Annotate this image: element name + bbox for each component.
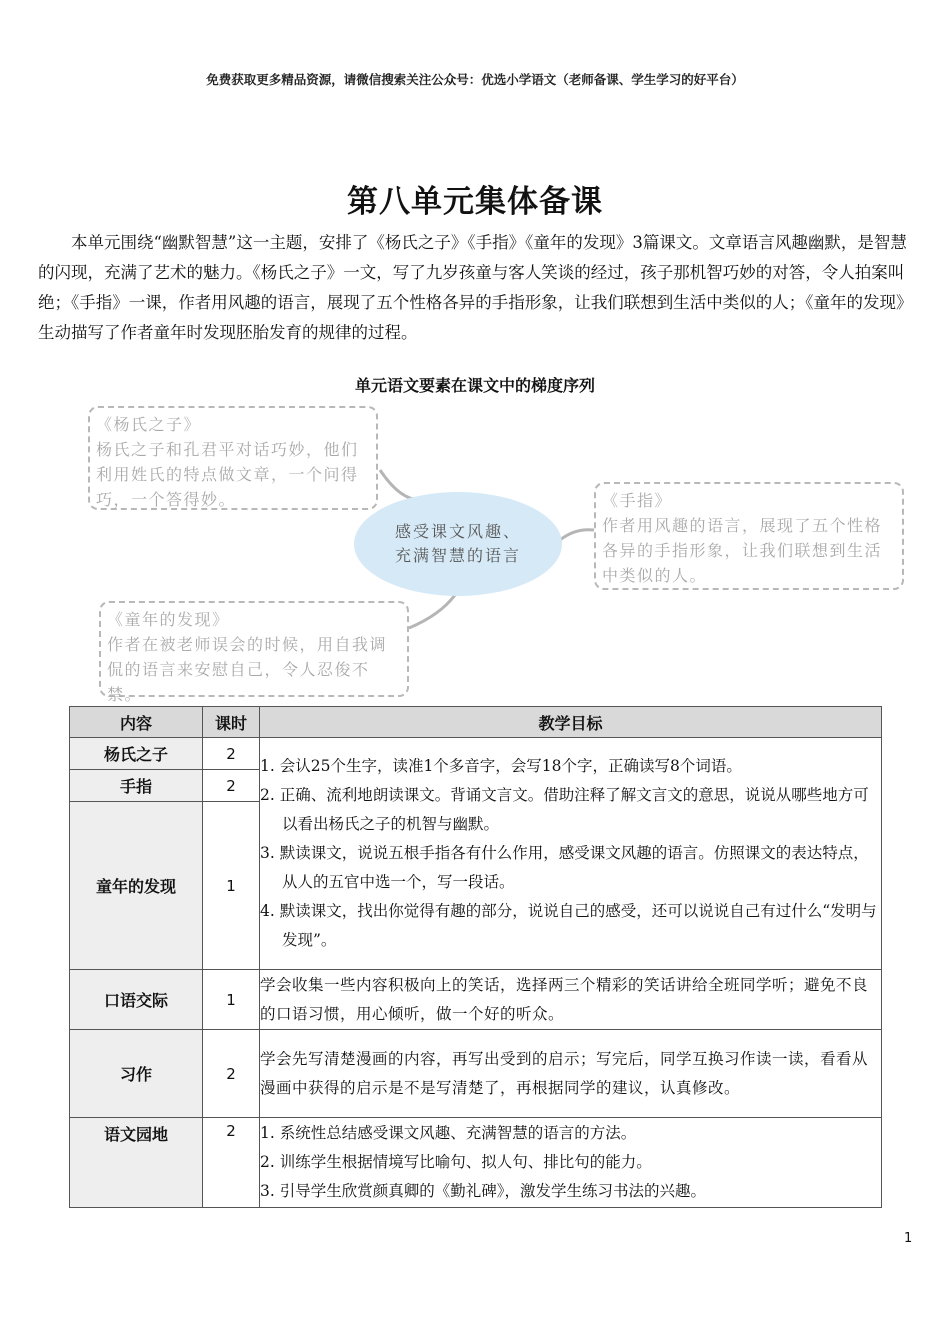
teaching-goals-table	[69, 706, 882, 1208]
lesson-hours: 2	[203, 1118, 260, 1208]
lesson-hours: 2	[203, 770, 260, 802]
box-title: 《杨氏之子》	[96, 415, 202, 434]
goal-item: 3. 默读课文，说说五根手指各有什么作用，感受课文风趣的语言。仿照课文的表达特点，从人的五官中选一个，写一段话。	[260, 844, 869, 891]
lesson-hours: 2	[203, 738, 260, 770]
box-text: 杨氏之子和孔君平对话巧妙，他们利用姓氏的特点做文章，一个问得巧，一个答得妙。	[96, 440, 359, 509]
garden-goals-cell	[260, 1118, 882, 1208]
center-line-1: 感受课文风趣、	[394, 522, 521, 541]
goal-item: 4. 默读课文，找出你觉得有趣的部分，说说自己的感受，还可以说说自己有过什么“发明与发现”。	[260, 902, 877, 949]
reading-goals-cell	[260, 738, 882, 970]
header-goals: 教学目标	[260, 707, 882, 738]
mindmap-box-tongnian	[99, 601, 409, 704]
lesson-hours: 1	[203, 802, 260, 970]
connector-to-yangshi	[380, 470, 420, 500]
center-line-2: 充满智慧的语言	[394, 546, 521, 565]
mindmap-box-shouzhi	[594, 482, 904, 590]
goal-item: 1. 会认25个生字，读准1个多音字，会写18个字，正确读写8个词语。	[260, 757, 742, 775]
box-title: 《童年的发现》	[107, 610, 230, 629]
lesson-hours: 1	[203, 970, 260, 1030]
header-content: 内容	[70, 707, 203, 738]
oral-goal-cell: 学会收集一些内容积极向上的笑话，选择两三个精彩的笑话讲给全班同学听；避免不良的口语习惯，用心倾听，做一个好的听众。	[260, 970, 882, 1030]
box-text: 作者用风趣的语言，展现了五个性格各异的手指形象，让我们联想到生活中类似的人。	[602, 516, 883, 585]
garden-goal-list	[260, 1119, 881, 1206]
goal-item: 2. 训练学生根据情境写比喻句、拟人句、排比句的能力。	[260, 1153, 652, 1171]
unit-introduction: 本单元围绕“幽默智慧”这一主题，安排了《杨氏之子》《手指》《童年的发现》3篇课文。文章语言风趣幽默，是智慧的闪现，充满了艺术的魅力。《杨氏之子》一文，写了九岁孩童与客人笑谈的经过，孩子那机智巧妙的对答，令人拍案叫绝；《手指》一课，作者用风趣的语言，展现了五个性格各异的手指形象，让我们联想到生活中类似的人；《童年的发现》生动描写了作者童年时发现胚胎发育的规律的过程。	[38, 233, 913, 342]
mindmap-center-node	[354, 492, 562, 596]
connector-to-shouzhi	[560, 530, 594, 540]
goal-item: 3. 引导学生欣赏颜真卿的《勤礼碑》，激发学生练习书法的兴趣。	[260, 1182, 706, 1200]
writing-goal-cell: 学会先写清楚漫画的内容，再写出受到的启示；写完后，同学互换习作读一读，看看从漫画中获得的启示是不是写清楚了，再根据同学的建议，认真修改。	[260, 1030, 882, 1118]
connector-to-tongnian	[409, 595, 455, 628]
lesson-name: 口语交际	[70, 970, 203, 1030]
page-number: 1	[904, 1231, 913, 1246]
goal-item: 1. 系统性总结感受课文风趣、充满智慧的语言的方法。	[260, 1124, 637, 1142]
mindmap-box-yangshi	[88, 406, 378, 510]
diagram-title: 单元语文要素在课文中的梯度序列	[354, 376, 595, 395]
table-row	[70, 1030, 882, 1118]
box-text: 作者在被老师误会的时候，用自我调侃的语言来安慰自己，令人忍俊不禁。	[107, 635, 388, 704]
lesson-name: 手指	[70, 770, 203, 802]
box-title: 《手指》	[602, 491, 673, 510]
resource-banner: 免费获取更多精品资源，请微信搜索关注公众号：优选小学语文（老师备课、学生学习的好平台）	[206, 72, 744, 87]
table-header-row	[70, 707, 882, 738]
lesson-name: 杨氏之子	[70, 738, 203, 770]
lesson-hours: 2	[203, 1030, 260, 1118]
lesson-name: 语文园地	[70, 1118, 203, 1208]
table-row	[70, 1118, 882, 1208]
table-row	[70, 738, 882, 770]
goal-item: 2. 正确、流利地朗读课文。背诵文言文。借助注释了解文言文的意思，说说从哪些地方可以看出杨氏之子的机智与幽默。	[260, 786, 869, 833]
lesson-name: 童年的发现	[70, 802, 203, 970]
lesson-name: 习作	[70, 1030, 203, 1118]
header-hours: 课时	[203, 707, 260, 738]
table-row	[70, 970, 882, 1030]
page-title: 第八单元集体备课	[347, 184, 603, 220]
reading-goal-list	[260, 752, 881, 955]
